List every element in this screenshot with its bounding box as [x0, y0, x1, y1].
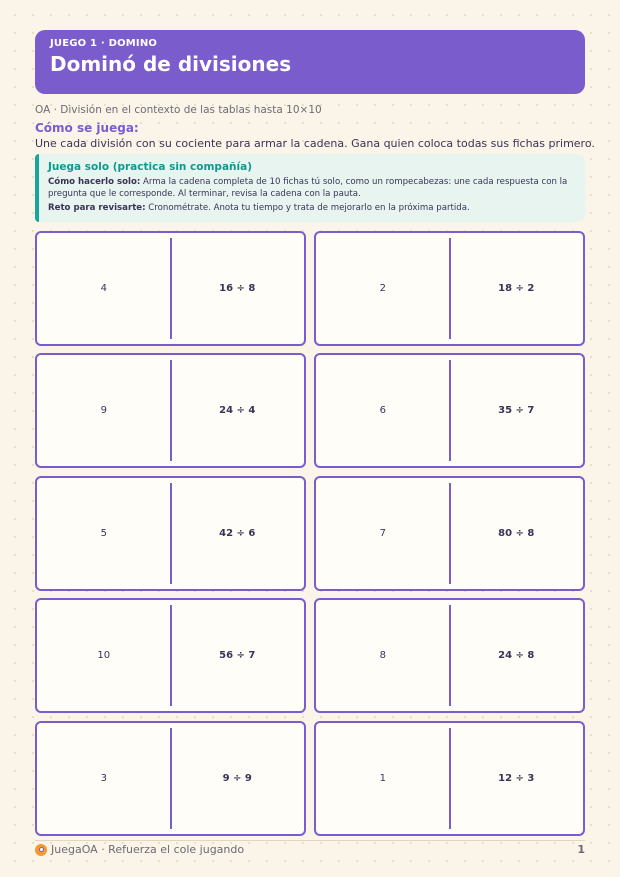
tile-question: 18 ÷ 2: [498, 283, 535, 294]
tile-question: 9 ÷ 9: [222, 773, 252, 784]
how-to-play-text: Une cada división con su cociente para armar la cadena. Gana quien coloca todas sus fichas primero.: [35, 137, 595, 150]
domino-tile: [35, 476, 306, 591]
solo-play-box: [35, 154, 585, 222]
page-number: 1: [577, 843, 585, 856]
solo-challenge-label: Reto para revisarte:: [48, 203, 146, 213]
how-to-play-heading: Cómo se juega:: [35, 121, 139, 135]
tile-question: 42 ÷ 6: [219, 528, 256, 539]
solo-how-paragraph: [48, 176, 575, 200]
tile-answer: 1: [379, 773, 386, 784]
page-header: [35, 30, 585, 94]
domino-tile: [314, 353, 585, 468]
tile-answer: 3: [100, 773, 107, 784]
domino-tile: [314, 721, 585, 836]
domino-tile: [314, 476, 585, 591]
game-kicker: JUEGO 1 · DOMINO: [50, 38, 158, 49]
domino-tile: [35, 598, 306, 713]
domino-tile: [314, 231, 585, 346]
tile-question: 12 ÷ 3: [498, 773, 535, 784]
solo-challenge-text: Cronométrate. Anota tu tiempo y trata de mejorarlo en la próxima partida.: [145, 203, 470, 213]
tile-answer: 9: [100, 405, 107, 416]
tile-answer: 5: [100, 528, 107, 539]
tile-question: 35 ÷ 7: [498, 405, 535, 416]
footer-brand-text: JuegaOA · Refuerza el cole jugando: [51, 843, 245, 856]
page-title: Dominó de divisiones: [50, 52, 292, 76]
tile-question: 24 ÷ 4: [219, 405, 256, 416]
tile-question: 16 ÷ 8: [219, 283, 256, 294]
solo-how-text: Arma la cadena completa de 10 fichas tú solo, como un rompecabezas: une cada respuesta con la pregunta que le corresponde. Al terminar, revisa la cadena con la pauta.: [48, 177, 568, 199]
solo-challenge-paragraph: [48, 202, 575, 214]
tile-question: 80 ÷ 8: [498, 528, 535, 539]
solo-how-label: Cómo hacerlo solo:: [48, 177, 141, 187]
tile-answer: 7: [379, 528, 386, 539]
domino-tile: [314, 598, 585, 713]
tile-answer: 10: [97, 650, 111, 661]
tile-answer: 6: [379, 405, 386, 416]
footer-divider: [35, 840, 585, 841]
domino-tile: [35, 231, 306, 346]
footer-brand: [35, 843, 244, 856]
tile-question: 56 ÷ 7: [219, 650, 256, 661]
learning-objective: OA · División en el contexto de las tablas hasta 10×10: [35, 104, 322, 116]
tile-answer: 4: [100, 283, 107, 294]
tile-answer: 8: [379, 650, 386, 661]
tile-answer: 2: [379, 283, 386, 294]
domino-tile: [35, 353, 306, 468]
domino-tile: [35, 721, 306, 836]
solo-play-heading: Juega solo (practica sin compañía): [48, 161, 252, 173]
brand-logo-icon: [35, 844, 47, 856]
tile-question: 24 ÷ 8: [498, 650, 535, 661]
